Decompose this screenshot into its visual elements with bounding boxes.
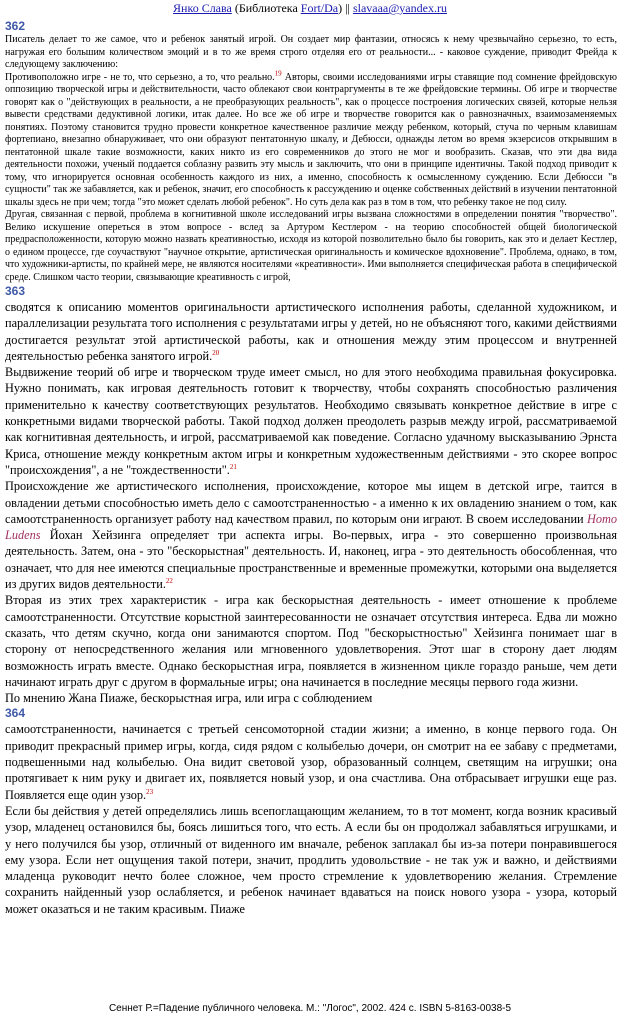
paragraph-text: Авторы, своими исследованиями игры ставящие под сомнение фрейдовскую оппозицию творческой игры и действительности, часто облекают свои контраргументы в те же фрейдовские термины. Об игре и творчестве говорят как о "действующих в реальности, а не преобразующих реальность", как о процессе построения логических связей, которые нельзя вывести средствами дедуктивной логики, итак далее. Но все же об игре и творчестве говорится как о равнозначных, взаимозаменяемых понятиях. Поэтому становится трудно провести конкретное качественное различие между ребенком, который, стуча по черным клавишам фортепиано, внезапно обнаруживает, что они образуют пентатонную шкалу, и Дебюсси, однажды летом во время экзерсисов открывшим в пентатонной шкале такие возможности, каких никто из его современников до этого не мог и вообразить. Сказав, что эти два вида деятельности похожи, ученый поддается соблазну развить эту мысль и заключить, что они в принципе идентичны. Такой подход приводит к тому, что игнорируется основная особенность каждого из них, а именно, способность к осмысленному суждению. Если Дебюсси "в сущности" так же забавляется, как и ребенок, значит, его способность к рассуждению и оценке собственных действий в изучении пентатонной шкалы здесь не при чем; тогда "это может сделать любой ребенок". Но суть дела как раз в том в том, что ребенку такое не под силу. bbox=[5, 71, 617, 208]
paragraph bbox=[5, 69, 617, 210]
library-suffix: ) || bbox=[338, 1, 350, 15]
paragraph-text: сводятся к описанию моментов оригинальности артистического исполнения работы, сделанной художником, и параллелизации результата того исполнения с результатами игры у детей, но не объясняют того, какими действиями достигается результат этой артистической работы, как и отношения между этим процессом и внутренней деятельностью ребенка занятого игрой. bbox=[5, 300, 617, 363]
email-link[interactable]: slavaaa@yandex.ru bbox=[352, 1, 447, 15]
page-header bbox=[0, 0, 620, 16]
paragraph: По мнению Жана Пиаже, бескорыстная игра, или игра с соблюдением bbox=[5, 691, 373, 706]
paragraph: Вторая из этих трех характеристик - игра как бескорыстная деятельность - имеет отношение к проблеме самоотстраненности. Отсутствие корыстной заинтересованности не означает отсутствия интереса. Едва ли можно сказать, что детям скучно, когда они занимаются спортом. Под "бескорыстностью" Хейзинга понимает шаг в сторону от непосредственного желания или мгновенного удовлетворения. Этот шаг в сторону дает людям возможность играть вместе. Однако бескорыстная игра, появляется в жизненном цикле гораздо раньше, чем дети начинают играть друг с другом в формальные игры; она начинается в последние месяцы первого года жизни. bbox=[5, 593, 617, 689]
library-prefix: (Библиотека bbox=[234, 1, 301, 15]
paragraph-text: самоотстраненности, начинается с третьей сенсомоторной стадии жизни; а именно, в конце первого года. Он приводит прекрасный пример игры, когда, сидя рядом с колыбелью дочери, он смотрит на ее забаву с предметами, подвешенными над колыбелью. Она видит световой узор, образованный солнцем, светящим на игрушки; она протягивает к ним руку и двигает их, появляется новый узор, и она счастлива. Она отбрасывает игрушки еще раз. Появляется еще один узор. bbox=[5, 722, 617, 802]
paragraph: Писатель делает то же самое, что и ребенок занятый игрой. Он создает мир фантазии, относясь к нему чрезвычайно серьезно, то есть, нагружая его большим количеством эмоций и в то же время строго отделяя его от реальности... - каковое суждение, приводит Фрейда к следующему заключению: bbox=[5, 34, 617, 70]
page-number-364: 364 bbox=[5, 706, 26, 721]
book-title-homo-ludens: Homo Ludens bbox=[5, 511, 617, 543]
page-footer: Сеннет Р.=Падение публичного человека. М.: "Логос", 2002. 424 с. ISBN 5-8163-0038-5 bbox=[108, 1003, 512, 1014]
footnote-ref-20[interactable]: 20 bbox=[212, 348, 220, 357]
footnote-ref-21[interactable]: 21 bbox=[229, 462, 237, 471]
footnote-ref-19[interactable]: 19 bbox=[274, 69, 282, 78]
paragraph bbox=[5, 299, 617, 364]
footnote-ref-23[interactable]: 23 bbox=[146, 787, 154, 796]
paragraph-text: Выдвижение теорий об игре и творческом труде имеет смысл, но для этого необходима правильная фокусировка. Нужно понимать, как игровая деятельность готовит к творчеству, чтобы сохранять способностью различения применительно к качеству соответствующих результатов. Необходимо связывать конкретное действие в игре с конкретными видами творческой работы. Такой подход должен преодолеть разрыв между игрой, рассматриваемой как когнитивная деятельность, и игрой, рассматриваемой как поведение. Согласно удачному высказыванию Эрнста Криса, отношение между конкретным актом игры и конкретным художественным действиями - это скорее вопрос "происхождения", а не "тождественности". bbox=[5, 365, 617, 477]
page-number-363: 363 bbox=[5, 284, 26, 298]
paragraph-text: Противоположно игре - не то, что серьезно, а то, что реально. bbox=[5, 71, 275, 83]
paragraph: Если бы действия у детей определялись лишь всепоглащающим желанием, то в тот момент, когда возник красивый узор, младенец остановился бы, боясь лишиться того, что есть. А если бы он продолжал забавляться игрушками, и у него получился бы узор, отличный от виденного им вначале, ребенок заплакал бы из-за потери понравившегося ему узора. Если нет ощущения такой потери, значит, продлить удовольствие - не так уж и важно, и действиями младенца руководит нечто более сложное, чем просто стремление к удовлетворению желания. Стремление сохранить найденный узор ослабляется, и ребенок начинает вдаваться на поиск нового узора - узора, который может оказаться и не таким красивым. Пиаже bbox=[5, 803, 617, 916]
library-link[interactable]: Fort/Da bbox=[300, 1, 339, 15]
paragraph bbox=[5, 364, 617, 478]
page-number-362: 362 bbox=[5, 19, 26, 33]
paragraph-text: Йохан Хейзинга определяет три аспекта игры. Во-первых, игра - это совершенно произвольная деятельность. Затем, она - это "бескорыстная" деятельность. И, наконец, игра - это деятельность обособленная, что означает, что для нее имеются специальные пространственные и временные промежутки, которыми она выделяется из других видов деятельности. bbox=[5, 528, 617, 592]
author-link[interactable]: Янко Слава bbox=[173, 1, 232, 15]
paragraph: Другая, связанная с первой, проблема в когнитивной школе исследований игры вызвана сложностями в определении понятия "творчество". Велико искушение опереться в этом вопросе - вслед за Артуром Кестлером - на теорию способностей общей биологической предрасположенности, которую можно назвать креативностью, исходя из которой позволительно было бы говорить, как это и делает Кестлер, о едином процессе, где соучаствуют "научное открытие, артистическая оригинальность и комическое вдохновение". Проблема, однако, в том, что художники-артисты, по крайней мере, не являются носителями «креативности». Ими выполняется специфическая работа в специфической среде. Слишком часто теории, связывающие креативность с игрой, bbox=[5, 209, 617, 283]
paragraph-text: Происхождение же артистического исполнения, происхождение, которое мы ищем в детской игре, таится в овладении детьми способностью иметь дело с самоотстраненностью - а именно к их овладению знанием о том, как самоотстраненность организует работу над качеством правил, по которым они играют. В своем исследовании bbox=[5, 479, 617, 526]
paragraph bbox=[5, 721, 617, 802]
paragraph bbox=[5, 478, 617, 592]
book-content bbox=[5, 19, 617, 917]
footnote-ref-22[interactable]: 22 bbox=[165, 576, 173, 585]
